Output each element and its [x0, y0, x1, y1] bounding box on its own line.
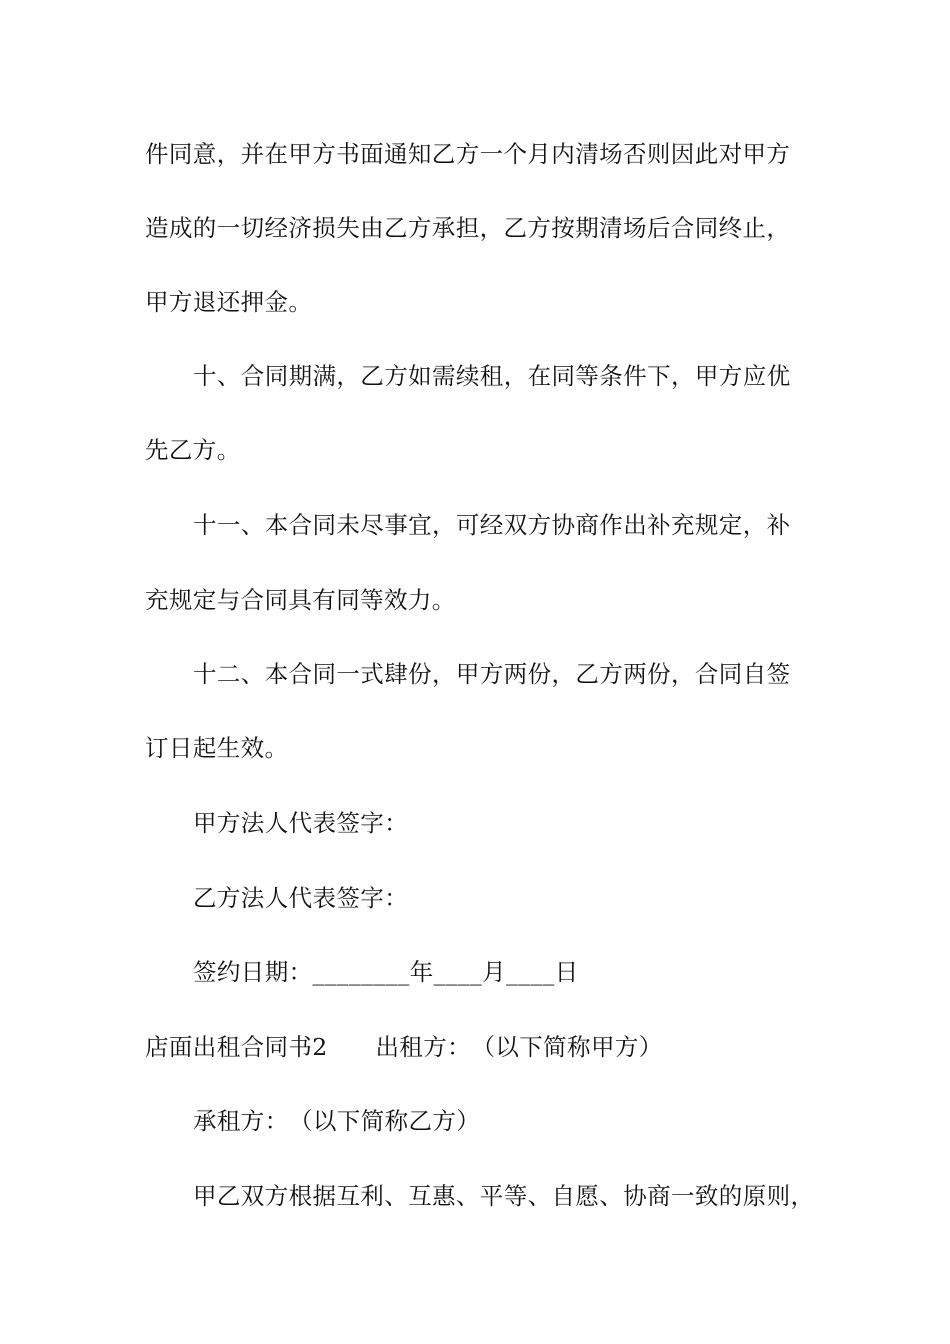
- clause-10-line: 十、合同期满，乙方如需续租，在同等条件下，甲方应优: [193, 362, 791, 390]
- paragraph-line: 先乙方。: [145, 436, 241, 464]
- clause-12-line: 十二、本合同一式肆份，甲方两份，乙方两份，合同自签: [193, 660, 791, 688]
- party-b-signature-label: 乙方法人代表签字：: [193, 884, 409, 912]
- lessee-line: 承租方： （以下简称乙方）: [193, 1107, 481, 1135]
- paragraph-line: 订日起生效。: [145, 734, 289, 762]
- paragraph-line: 件同意，并在甲方书面通知乙方一个月内清场否则因此对甲方: [145, 140, 791, 168]
- party-a-signature-label: 甲方法人代表签字：: [193, 809, 409, 837]
- paragraph-line: 充规定与合同具有同等效力。: [145, 586, 456, 614]
- paragraph-line: 甲乙双方根据互利、互惠、平等、自愿、协商一致的原则，: [193, 1182, 815, 1210]
- signing-date-line: 签约日期：________年____月____日: [193, 958, 579, 986]
- paragraph-line: 甲方退还押金。: [145, 288, 313, 316]
- clause-11-line: 十一、本合同未尽事宜，可经双方协商作出补充规定，补: [193, 511, 791, 539]
- paragraph-line: 造成的一切经济损失由乙方承担，乙方按期清场后合同终止，: [145, 214, 791, 242]
- contract-2-title-line: 店面出租合同书2 出租方： （以下简称甲方）: [145, 1033, 663, 1061]
